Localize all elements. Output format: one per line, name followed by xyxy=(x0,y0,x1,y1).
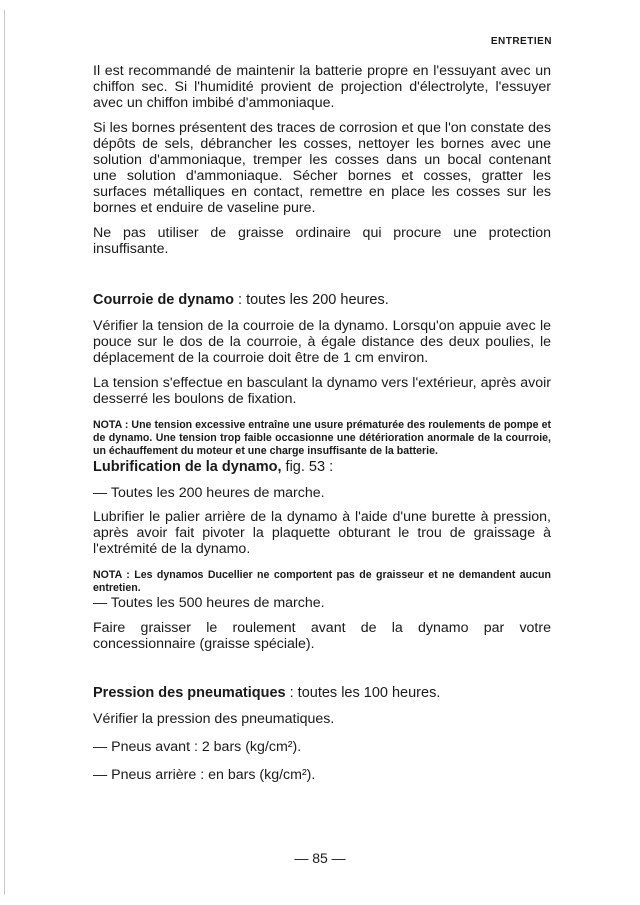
lubrification-paragraph-1: Lubrifier le palier arrière de la dynamo à l'aide d'une burette à pression, après avoir fait pivoter la plaquette obturant le trou de graissage à l'extrémité de la dynamo. xyxy=(93,509,551,557)
page-content xyxy=(93,63,551,783)
courroie-paragraph-1: Vérifier la tension de la courroie de la dynamo. Lorsqu'on appuie avec le pouce sur le dos de la courroie, à égale distance des deux poulies, le déplacement de la courroie doit être de 1 cm environ. xyxy=(93,318,551,366)
pression-paragraph-1: Vérifier la pression des pneumatiques. xyxy=(93,711,335,727)
section-heading: Pression des pneumatiques xyxy=(93,685,286,701)
lubrification-item-500h: — Toutes les 500 heures de marche. xyxy=(93,595,325,611)
pression-item-arriere: — Pneus arrière : en bars (kg/cm²). xyxy=(93,767,316,783)
lubrification-item-200h: — Toutes les 200 heures de marche. xyxy=(93,485,325,501)
page-number: — 85 — xyxy=(294,850,346,866)
section-interval: : toutes les 200 heures. xyxy=(234,292,389,308)
section-heading: Courroie de dynamo xyxy=(93,292,234,308)
section-interval: fig. 53 : xyxy=(281,459,334,475)
lubrification-paragraph-2: Faire graisser le roulement avant de la dynamo par votre concessionnaire (graisse spéciale). xyxy=(93,620,551,652)
section-title-pression xyxy=(93,684,551,702)
courroie-nota: NOTA : Une tension excessive entraîne une usure prématurée des roulements de pompe et de dynamo. Une tension trop faible occasionne une détérioration anormale de la courroie, un échauffement du moteur et une charge insuffisante de la batterie. xyxy=(93,419,551,457)
battery-paragraph-1: Il est recommandé de maintenir la batterie propre en l'essuyant avec un chiffon sec. Si l'humidité provient de projection d'électrolyte, l'essuyer avec un chiffon imbibé d'ammoniaque. xyxy=(93,63,551,111)
battery-paragraph-2: Si les bornes présentent des traces de corrosion et que l'on constate des dépôts de sels, débrancher les cosses, nettoyer les bornes avec une solution d'ammoniaque, tremper les cosses dans un bocal contenant une solution d'ammoniaque. Sécher bornes et cosses, gratter les surfaces métalliques en contact, remettre en place les cosses sur les bornes et enduire de vaseline pure. xyxy=(93,120,551,216)
courroie-paragraph-2: La tension s'effectue en basculant la dynamo vers l'extérieur, après avoir desserré les boulons de fixation. xyxy=(93,375,551,407)
section-interval: : toutes les 100 heures. xyxy=(285,685,441,701)
battery-paragraph-3: Ne pas utiliser de graisse ordinaire qui procure une protection insuffisante. xyxy=(93,225,551,257)
binding-line xyxy=(4,10,5,895)
section-title-lubrification xyxy=(93,458,551,476)
pression-item-avant: — Pneus avant : 2 bars (kg/cm²). xyxy=(93,739,302,755)
section-title-courroie xyxy=(93,291,551,309)
lubrification-nota: NOTA : Les dynamos Ducellier ne comportent pas de graisseur et ne demandent aucun entretien. xyxy=(93,569,551,594)
section-heading: Lubrification de la dynamo, xyxy=(93,459,282,475)
running-header: ENTRETIEN xyxy=(490,36,552,47)
